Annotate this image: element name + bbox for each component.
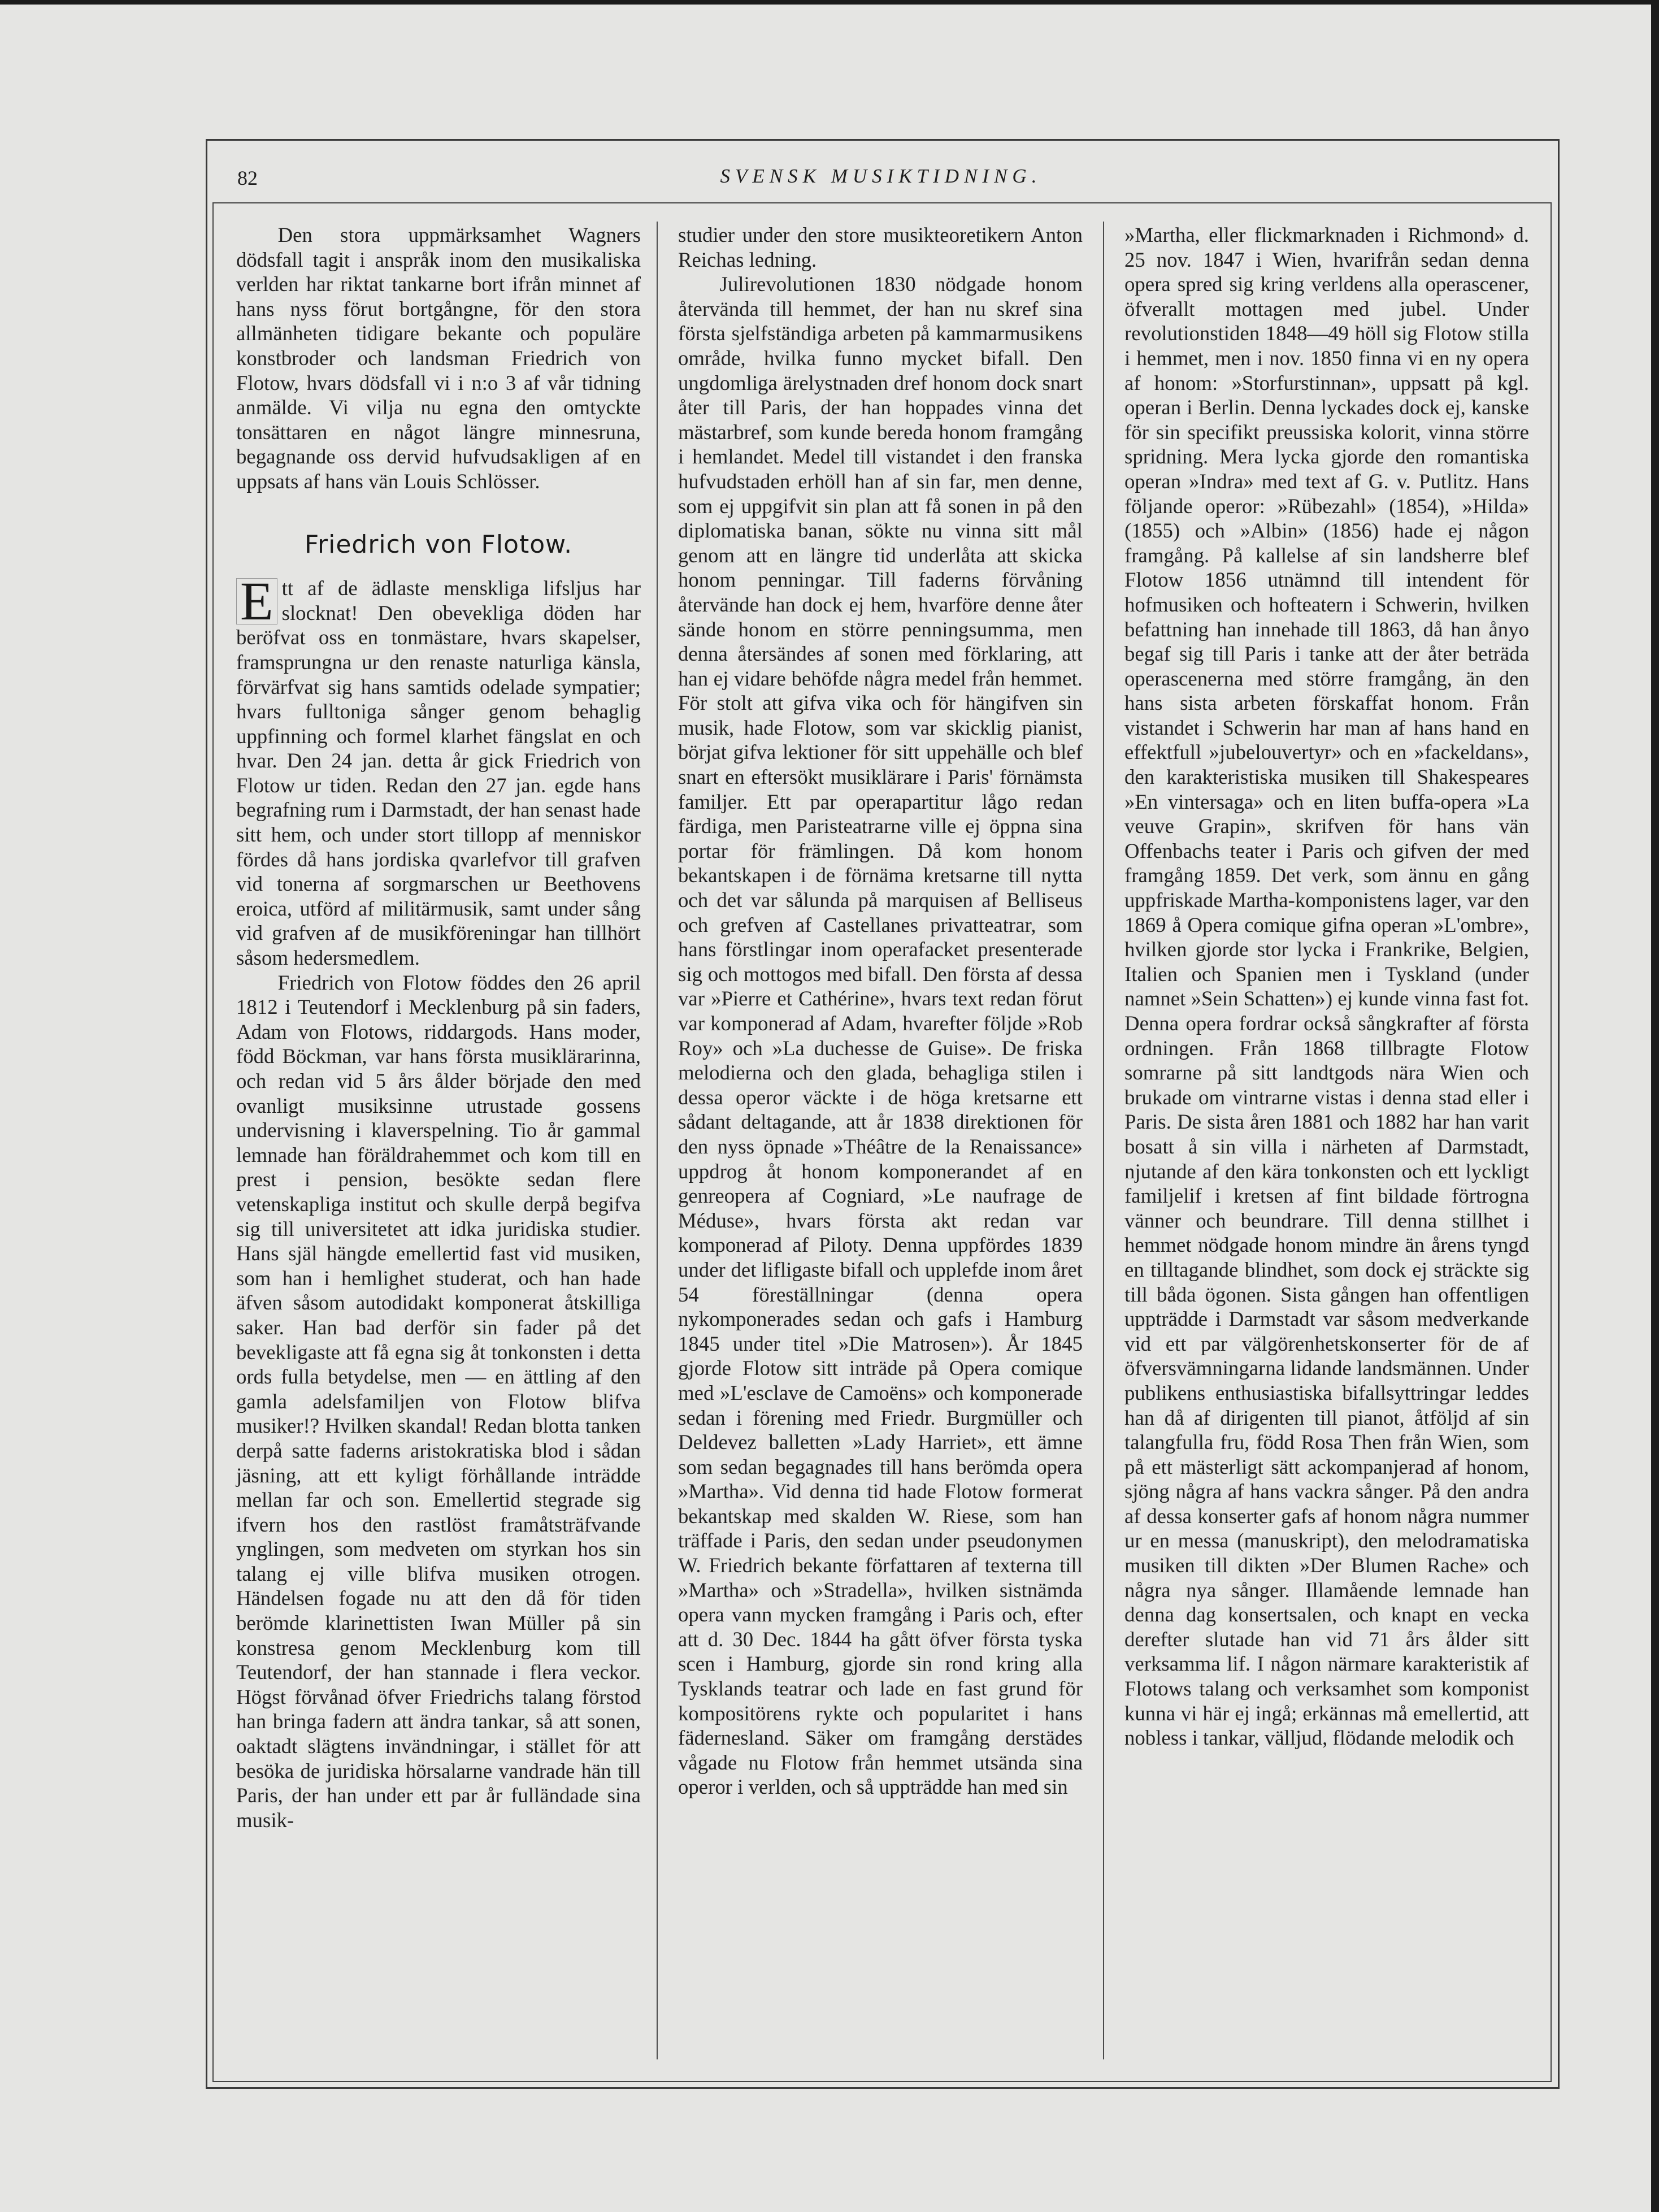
column-left bbox=[236, 223, 641, 2071]
drop-cap: E bbox=[236, 578, 277, 624]
column-middle bbox=[678, 223, 1083, 2071]
paragraph: Friedrich von Flotow föddes den 26 april 1812 i Teutendorf i Mecklenburg på sin faders, Adam von Flotows, riddargods. Hans moder, född Böckman, var hans första musiklärarinna, och redan vid 5 års ålder började den med ovanligt musiksinne utrustade gossens undervisning i klaverspelning. Tio år gammal lemnade han föräldrahemmet och kom till en prest i pension, besökte sedan flere vetenskapliga institut och skulle derpå begifva sig till universitetet att idka juridiska studier. Hans själ hängde emellertid fast vid musiken, som han i hemlighet studerat, och han hade äfven såsom autodidakt komponerat åtskilliga saker. Han bad derför sin fader på det bevekligaste att få egna sig åt tonkonsten i detta ords fulla betydelse, men — en ättling af den gamla adelsfamiljen von Flotow blifva musiker!? Hvilken skandal! Redan blotta tanken derpå satte faderns aristokratiska blod i sådan jäsning, att ett kyligt förhållande inträdde mellan far och son. Emellertid stegrade sig ifvern hos den rastlöst framåtsträfvande ynglingen, som medveten om styrkan hos sin talang ej ville blifva musiken otrogen. Händelsen fogade nu att den då för tiden berömde klarinettisten Iwan Müller på sin konstresa genom Mecklenburg kom till Teutendorf, der han stannade i flera veckor. Högst förvånad öfver Friedrichs talang förstod han bringa fadern att ändra tankar, så att sonen, oaktadt slägtens invändningar, i stället för att besöka de juridiska hörsalarne vandrade hän till Paris, der han under ett par år fulländade sina musik- bbox=[236, 970, 641, 1832]
column-right bbox=[1124, 223, 1529, 2071]
paragraph-continued: studier under den store musikteoretikern Anton Reichas ledning. bbox=[678, 223, 1083, 271]
paragraph-continued: »Martha, eller flickmarknaden i Richmond» d. 25 nov. 1847 i Wien, hvarifrån sedan denna opera spred sig kring verldens alla operascener, öfverallt mottagen med jubel. Under revolutionstiden 1848—49 höll sig Flotow stilla i hemmet, men i nov. 1850 finna vi en ny opera af honom: »Storfurstinnan», uppsatt på kgl. operan i Berlin. Denna lyckades dock ej, kanske för sin specifikt preussiska kolorit, vinna större spridning. Mera lycka gjorde den romantiska operan »Indra» med text af G. v. Putlitz. Hans följande operor: »Rübezahl» (1854), »Hilda» (1855) och »Albin» (1856) hade ej någon framgång. På kallelse af sin landsherre blef Flotow 1856 utnämnd till intendent för hofmusiken och hofteatern i Schwerin, hvilken befattning han innehade till 1863, då han ånyo begaf sig till Paris i tanke att der åter beträda operascenerna med större framgång, än den hans sista arbeten förskaffat honom. Från vistandet i Schwerin har man af hans hand en effektfull »jubelouvertyr» och en »fackeldans», den karakteristiska musiken till Shakespeares »En vintersaga» och en liten buffa-opera »La veuve Grapin», skrifven för hans vän Offenbachs teater i Paris och gifven der med framgång 1859. Det verk, som ännu en gång uppfriskade Martha-komponistens lager, var den 1869 å Opera comique gifna operan »L'ombre», hvilken gjorde stor lycka i Frankrike, Belgien, Italien och Spanien men i Tyskland (under namnet »Sein Schatten») ej kunde vinna fast fot. Denna opera fordrar också sångkrafter af första ordningen. Från 1868 tillbragte Flotow somrarne på sitt landtgods nära Wien och brukade om vintrarne vistas i denna stad eller i Paris. De sista åren 1881 och 1882 har han varit bosatt å sin villa i närheten af Darmstadt, njutande af den kära tonkonsten och ett lyckligt familjelif i kretsen af fint bildade förtrogna vänner och beundrare. Till denna stillhet i hemmet nödgade honom mindre än årens tyngd en tilltagande blindhet, som dock ej sträckte sig till båda ögonen. Sista gången han offentligen uppträdde i Darmstadt var såsom medverkande vid ett par välgörenhetskonserter för de af öfversvämningarna lidande landsmännen. Under publikens enthusiastiska bifallsyttringar leddes han då af dirigenten till pianot, åtföljd af sin talangfulla fru, född Rosa Then från Wien, som på ett mästerligt sätt ackompanjerad af honom, sjöng några af hans vackra sånger. På den andra af dessa konserter gafs af honom några nummer ur en messa (manuskript), den melodramatiska musiken till dikten »Der Blumen Rache» och några nya sånger. Illamående lemnade han denna dag konsertsalen, och knapt en vecka derefter slutade han vid 71 års ålder sitt verksamma lif. I någon närmare karakteristik af Flotows talang och verksamhet som komponist kunna vi här ej ingå; erkännas må emellertid, att nobless i tankar, välljud, flödande melodik och bbox=[1124, 223, 1529, 1750]
opening-text: tt af de ädlaste menskliga lifsljus har slocknat! Den obevekliga döden har beröfvat oss en tonmästare, hvars skapelser, framsprungna ur den renaste naturliga känsla, förvärfvat sig hans samtids odelade sympatier; hvars fulltoniga sånger genom behaglig uppfinning och formel klarhet fängslat en och hvar. Den 24 jan. detta år gick Friedrich von Flotow ur tiden. Redan den 27 jan. egde hans begrafning rum i Darmstadt, der han senast hade sitt hem, och under stort tillopp af menniskor fördes då hans jordiska qvarlefvor till grafven vid tonerna af sorgmarschen ur Beethovens eroica, utförd af militärmusik, samt under sång vid grafven af de musikföreningar han tillhört såsom hedersmedlem. bbox=[236, 576, 641, 970]
opening-paragraph bbox=[236, 571, 641, 970]
intro-paragraph: Den stora uppmärksamhet Wagners dödsfall tagit i anspråk inom den musikaliska verlden har riktat tankarne bort ifrån minnet af hans nyss förut bortgångne, för den stora allmänheten tidigare bekante och populäre konstbroder och landsman Friedrich von Flotow, hvars dödsfall vi i n:o 3 af vår tidning anmälde. Vi vilja nu egna den omtyckte tonsättaren en något längre minnesruna, begagnande oss dervid hufvudsakligen af en uppsats af hans vän Louis Schlösser. bbox=[236, 223, 641, 493]
paragraph: Julirevolutionen 1830 nödgade honom återvända till hemmet, der han nu skref sina första sjelfständiga arbeten på kammarmusikens område, hvilka funno mycket bifall. Den ungdomliga ärelystnaden dref honom dock snart åter till Paris, der han hoppades vinna det mästarbref, som kunde bereda honom framgång i hemlandet. Medel till vistandet i den franska hufvudstaden erhöll han af sin far, men denne, som ej uppgifvit sin plan att få sonen in på den diplomatiska banan, sökte nu vinna sitt mål genom att en längre tid underlåta att skicka honom penningar. Till faderns förvåning återvände han dock ej hem, hvarföre denne åter sände honom en större penningsumma, men denna återsändes af sonen med förklaring, att han ej vidare behöfde några medel från hemmet. För stolt att gifva vika och för hängifven sin musik, hade Flotow, som var skicklig pianist, börjat gifva lektioner för sitt uppehälle och blef snart en eftersökt musiklärare i Paris' förnämsta familjer. Ett par operapartitur lågo redan färdiga, men Paristeatrarne ville ej öppna sina portar för främlingen. Då kom honom bekantskapen i de förnäma kretsarne till nytta och det var sålunda på marquisen af Belliseus och grefven af Castellanes privatteatrar, som hans förstlingar inom operafacket presenterade sig och mottogos med bifall. Den första af dessa var »Pierre et Cathérine», hvars text redan förut var komponerad af Adam, hvarefter följde »Rob Roy» och »La duchesse de Guise». De friska melodierna och den glada, behagliga stilen i dessa operor väckte i de höga kretsarne ett sådant deltagande, att år 1838 direktionen för den nyss öpnade »Théâtre de la Renaissance» uppdrog åt honom komponerandet af en genreopera af Cogniard, »Le naufrage de Méduse», hvars första akt redan var komponerad af Piloty. Denna uppfördes 1839 under det lifligaste bifall och upplefde inom året 54 föreställningar (denna opera nykomponerades sedan och gafs i Hamburg 1845 under titel »Die Matrosen»). År 1845 gjorde Flotow sitt inträde på Opera comique med »L'esclave de Camoëns» och komponerade sedan i förening med Friedr. Burgmüller och Deldevez balletten »Lady Harriet», ett ämne som sedan begagnades till hans berömda opera »Martha». Vid denna tid hade Flotow formerat bekantskap med skalden W. Riese, som han träffade i Paris, den sedan under pseudonymen W. Friedrich bekante författaren af texterna till »Martha» och »Stradella», hvilken sistnämda opera vann mycken framgång i Paris och, efter att d. 30 Dec. 1844 ha gått öfver första tyska scen i Hamburg, gjorde sin rond kring alla Tysklands teatrar och lade en fast grund för kompositörens rykte och popularitet i hans fädernesland. Säker om framgång derstädes vågade nu Flotow från hemmet utsända sina operor i verlden, och så uppträdde han med sin bbox=[678, 272, 1083, 1799]
column-rule bbox=[657, 222, 658, 2059]
page-number: 82 bbox=[237, 167, 258, 189]
running-header bbox=[212, 151, 1549, 202]
journal-title: SVENSK MUSIKTIDNING. bbox=[720, 165, 1042, 187]
article-title: Friedrich von Flotow. bbox=[304, 530, 573, 559]
column-rule bbox=[1103, 222, 1104, 2059]
